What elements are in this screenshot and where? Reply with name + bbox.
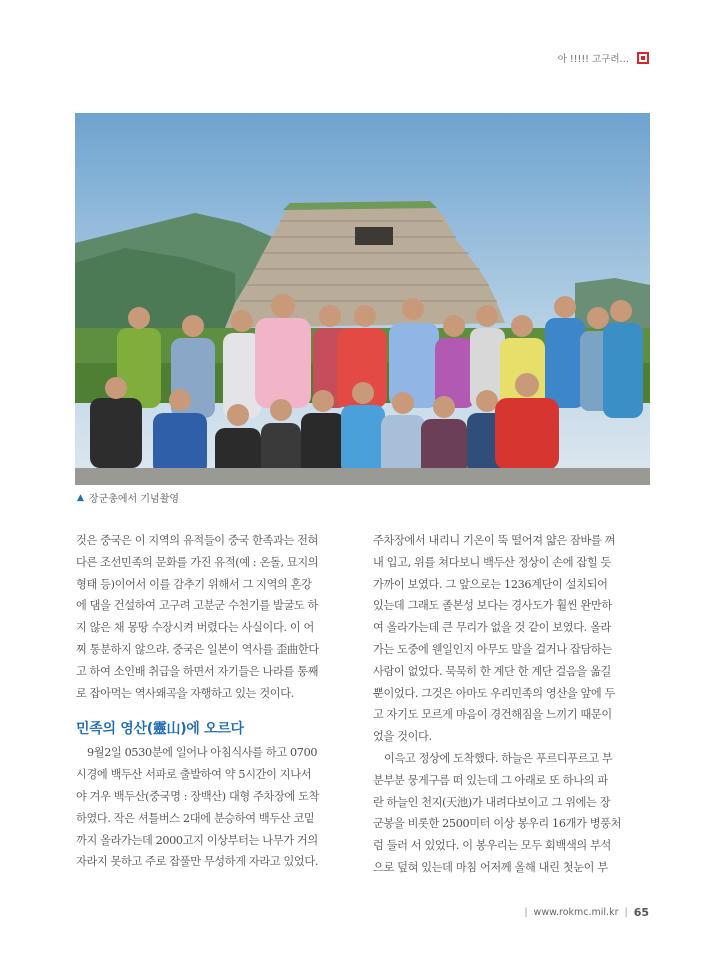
running-head xyxy=(558,51,649,65)
text-line: 분부분 뭉게구름 떠 있는데 그 아래로 또 하나의 파 xyxy=(373,773,608,787)
text-line: 하였다. 작은 셔틀버스 2대에 분승하여 백두산 코밑 xyxy=(76,811,315,825)
page-number: 65 xyxy=(633,906,649,919)
text-line: 야 겨우 백두산(중국명 : 장백산) 대형 주차장에 도착 xyxy=(76,789,320,803)
group-photo xyxy=(75,113,650,485)
article-right-column xyxy=(373,530,652,879)
text-line: 있는데 그래도 졸본성 보다는 경사도가 훨씬 완만하 xyxy=(373,599,612,613)
text-line: 다른 조선민족의 문화를 가진 유적(예 : 온돌, 묘지의 xyxy=(76,555,319,569)
text-line: 고 하여 소인배 취급을 하면서 자기들은 나라를 통째 xyxy=(76,664,319,678)
text-line: 이윽고 정상에 도착했다. 하늘은 푸르디푸르고 부 xyxy=(384,751,613,765)
text-line: 주차장에서 내리니 기온이 뚝 떨어져 얇은 잠바를 껴 xyxy=(373,534,616,547)
text-line: 에 댐을 건설하여 고구려 고분군 수천기를 발굴도 하 xyxy=(76,599,319,613)
text-line: 었을 것이다. xyxy=(373,730,432,744)
text-line: 까지 올라가는데 2000고지 이상부터는 나무가 거의 xyxy=(76,833,318,847)
text-line: 로 잡아먹는 역사왜곡을 자행하고 있는 것이다. xyxy=(76,686,294,700)
section-marker-icon xyxy=(637,52,649,64)
text-line: 지 않은 채 몽땅 수장시켜 버렸다는 사실이다. 이 어 xyxy=(76,621,314,635)
photo-caption xyxy=(77,490,179,505)
text-line: 고 자기도 모르게 마음이 경건해짐을 느끼기 때문이 xyxy=(373,708,612,722)
text-line: 으로 덮혀 있는데 마침 어저께 올해 내린 첫눈이 부 xyxy=(373,860,608,874)
text-line: 가까이 보였다. 그 앞으로는 1236계단이 설치되어 xyxy=(373,577,608,591)
text-line: 가는 도중에 웬일인지 아무도 말을 걸거나 잡담하는 xyxy=(373,642,612,656)
footer-divider: | xyxy=(624,907,628,918)
text-line: 것은 중국은 이 지역의 유적들이 중국 한족과는 전혀 xyxy=(76,534,319,547)
text-line: 자라지 못하고 주로 잡풀만 무성하게 자라고 있었다. xyxy=(76,855,319,869)
caption-triangle-icon: ▲ xyxy=(77,492,84,503)
text-line: 뿐이었다. 그것은 아마도 우리민족의 영산을 앞에 두 xyxy=(373,686,616,700)
footer-url: www.rokmc.mil.kr xyxy=(533,907,619,918)
section-subheading: 민족의 영산(靈山)에 오르다 xyxy=(76,721,244,738)
text-line: 사람이 없었다. 묵묵히 한 계단 한 계단 걸음을 옮길 xyxy=(373,664,611,678)
text-line: 9월2일 0530분에 일어나 아침식사를 하고 0700 xyxy=(87,746,318,760)
text-line: 군봉을 비롯한 2500미터 이상 봉우리 16개가 병풍처 xyxy=(373,817,622,831)
text-line: 형태 등)이어서 이를 감추기 위해서 그 지역의 혼강 xyxy=(76,577,312,591)
text-line: 시경에 백두산 서파로 출발하여 약 5시간이 지나서 xyxy=(76,768,312,782)
text-line: 내 입고, 위를 쳐다보니 백두산 정상이 손에 잡힐 듯 xyxy=(373,555,611,569)
running-head-text: 아 !!!!! 고구려… xyxy=(557,54,629,65)
article-left-column xyxy=(76,530,355,873)
page-footer xyxy=(524,906,649,919)
text-line: 여 올라가는데 큰 무리가 없을 것 같이 보였다. 올라 xyxy=(373,621,611,635)
text-line: 럼 둘러 서 있었다. 이 봉우리는 모두 회백색의 부석 xyxy=(373,839,611,853)
footer-divider: | xyxy=(524,907,528,918)
text-line: 찌 통분하지 않으랴. 중국은 일본이 역사를 歪曲한다 xyxy=(76,642,319,656)
caption-text: 장군총에서 기념촬영 xyxy=(88,494,180,505)
text-line: 란 하늘인 천지(天池)가 내려다보이고 그 위에는 장 xyxy=(373,795,611,809)
